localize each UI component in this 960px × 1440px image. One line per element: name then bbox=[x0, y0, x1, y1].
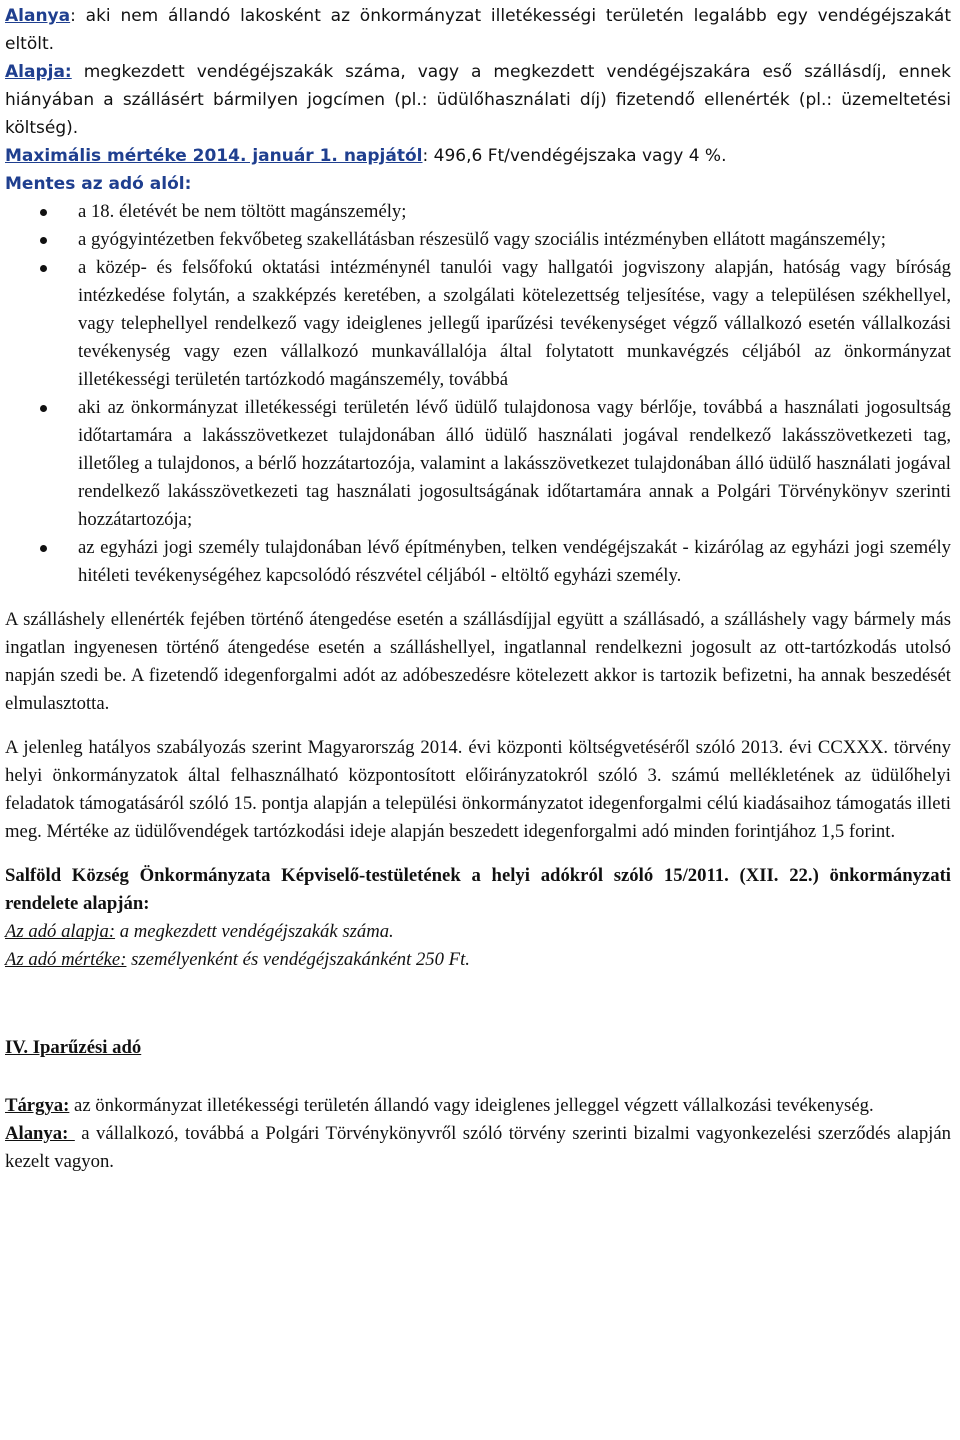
targya-label: Tárgya: bbox=[5, 1095, 70, 1116]
list-item-text: a közép- és felsőfokú oktatási intézménynél tanulói vagy hallgatói jogviszony alapján, hatóság vagy bíróság intézkedése folytán, a szakképzés keretében, a szolgálati kötelezettség teljesítése, vagy a településen székhellyel, vagy telephellyel rendelkező vagy ideiglenes jellegű iparűzési tevékenységet végző vállalkozó esetén vállalkozási tevékenység vagy ezen vállalkozó munkavállalója által folytatott munkavégzés céljából az önkormányzat illetékességi területén tartózkodó magánszemély, továbbá bbox=[78, 257, 951, 390]
bullet-icon bbox=[40, 237, 47, 244]
list-item bbox=[5, 254, 951, 394]
maximalis-paragraph bbox=[5, 142, 951, 170]
targya-paragraph bbox=[5, 1092, 951, 1120]
list-item bbox=[5, 198, 951, 226]
jelenleg-paragraph: A jelenleg hatályos szabályozás szerint Magyarország 2014. évi központi költségvetéséről szóló 2013. évi CCXXX. törvény helyi önkormányzatok által felhasználható központosított előirányzatokról szóló 3. számú mellékletének az üdülőhelyi feladatok támogatásáról szóló 15. pontja alapján a települési önkormányzatot idegenforgalmi célú kiadásaihoz támogatás illeti meg. Mértéke az üdülővendégek tartózkodási ideje alapján beszedett idegenforgalmi adó minden forintjához 1,5 forint. bbox=[5, 737, 951, 842]
salfold-alapja-label: Az adó alapja: bbox=[5, 921, 116, 942]
list-item bbox=[5, 534, 951, 590]
list-item-text: az egyházi jogi személy tulajdonában lévő építményben, telken vendégéjszakát - kizárólag az egyházi jogi személy hitéleti tevékenységéhez kapcsolódó részvétel céljából - eltöltő egyházi személy. bbox=[78, 537, 951, 586]
list-item-text: a gyógyintézetben fekvőbeteg szakellátásban részesülő vagy szociális intézményben ellátott magánszemély; bbox=[78, 229, 886, 250]
tourism-tax-section bbox=[5, 2, 951, 198]
salfold-mertek bbox=[5, 946, 951, 974]
alapja-label: Alapja: bbox=[5, 62, 72, 82]
iv-alanya-label: Alanya: bbox=[5, 1123, 75, 1144]
salfold-mertek-text: személyenként és vendégéjszakánként 250 Ft. bbox=[126, 949, 470, 970]
alanya-paragraph bbox=[5, 2, 951, 58]
salfold-alapja bbox=[5, 918, 951, 946]
mentes-heading bbox=[5, 170, 951, 198]
maximalis-label: Maximális mértéke 2014. január 1. napjától bbox=[5, 146, 423, 166]
list-item-text: a 18. életévét be nem töltött magánszemély; bbox=[78, 201, 407, 222]
alapja-text: megkezdett vendégéjszakák száma, vagy a megkezdett vendégéjszakára eső szállásdíj, ennek hiányában a szállásért bármilyen jogcímen (pl.: üdülőhasználati díj) fizetendő ellenérték (pl.: üzemeltetési költség). bbox=[5, 62, 951, 138]
bullet-icon bbox=[40, 209, 47, 216]
bullet-icon bbox=[40, 265, 47, 272]
list-item bbox=[5, 226, 951, 254]
alanya-label: Alanya bbox=[5, 6, 71, 26]
salfold-section bbox=[5, 862, 951, 974]
salfold-mertek-label: Az adó mértéke: bbox=[5, 949, 127, 970]
salfold-heading: Salföld Község Önkormányzata Képviselő-testületének a helyi adókról szóló 15/2011. (XII. 22.) önkormányzati rendelete alapján: bbox=[5, 865, 951, 914]
list-item bbox=[5, 394, 951, 534]
maximalis-text: : 496,6 Ft/vendégéjszaka vagy 4 %. bbox=[422, 146, 727, 166]
bullet-icon bbox=[40, 405, 47, 412]
list-item-text: aki az önkormányzat illetékességi területén lévő üdülő tulajdonosa vagy bérlője, továbbá a használati jogosultság időtartamára a lakásszövetkezet tulajdonában álló üdülő használati jogával rendelkező lakásszövetkezeti tag, illetőleg a tulajdonos, a bérlő hozzátartozója, valamint a lakásszövetkezet tulajdonában álló üdülő használati jogával rendelkező lakásszövetkezeti tag használati jogosultságának időtartamára annak a Polgári Törvénykönyv szerinti hozzátartozója; bbox=[78, 397, 951, 530]
salfold-alapja-text: a megkezdett vendégéjszakák száma. bbox=[115, 921, 394, 942]
iv-alanya-text: a vállalkozó, továbbá a Polgári Törvénykönyvről szóló törvény szerinti bizalmi vagyonkezelési szerződés alapján kezelt vagyon. bbox=[5, 1123, 951, 1172]
exemption-list bbox=[5, 198, 951, 590]
szallashely-paragraph: A szálláshely ellenérték fejében történő átengedése esetén a szállásdíjjal együtt a szállásadó, a szálláshely vagy bármely más ingatlan ingyenesen történő átengedése esetén a szálláshellyel, ingatlannal rendelkezni jogosult az ott-tartózkodás utolsó napján szedi be. A fizetendő idegenforgalmi adót az adóbeszedésre kötelezett akkor is tartozik befizetni, ha annak beszedését elmulasztotta. bbox=[5, 609, 951, 714]
alapja-paragraph bbox=[5, 58, 951, 142]
iv-alanya-paragraph bbox=[5, 1120, 951, 1176]
mentes-label: Mentes az adó alól: bbox=[5, 174, 192, 194]
targya-text: az önkormányzat illetékességi területén állandó vagy ideiglenes jelleggel végzett vállalkozási tevékenység. bbox=[69, 1095, 874, 1116]
section-iv-heading: IV. Iparűzési adó bbox=[5, 1037, 142, 1058]
alanya-text: : aki nem állandó lakosként az önkormányzat illetékességi területén legalább egy vendégéjszakát eltölt. bbox=[5, 6, 951, 54]
bullet-icon bbox=[40, 545, 47, 552]
iparuzesi-section bbox=[5, 1034, 951, 1176]
